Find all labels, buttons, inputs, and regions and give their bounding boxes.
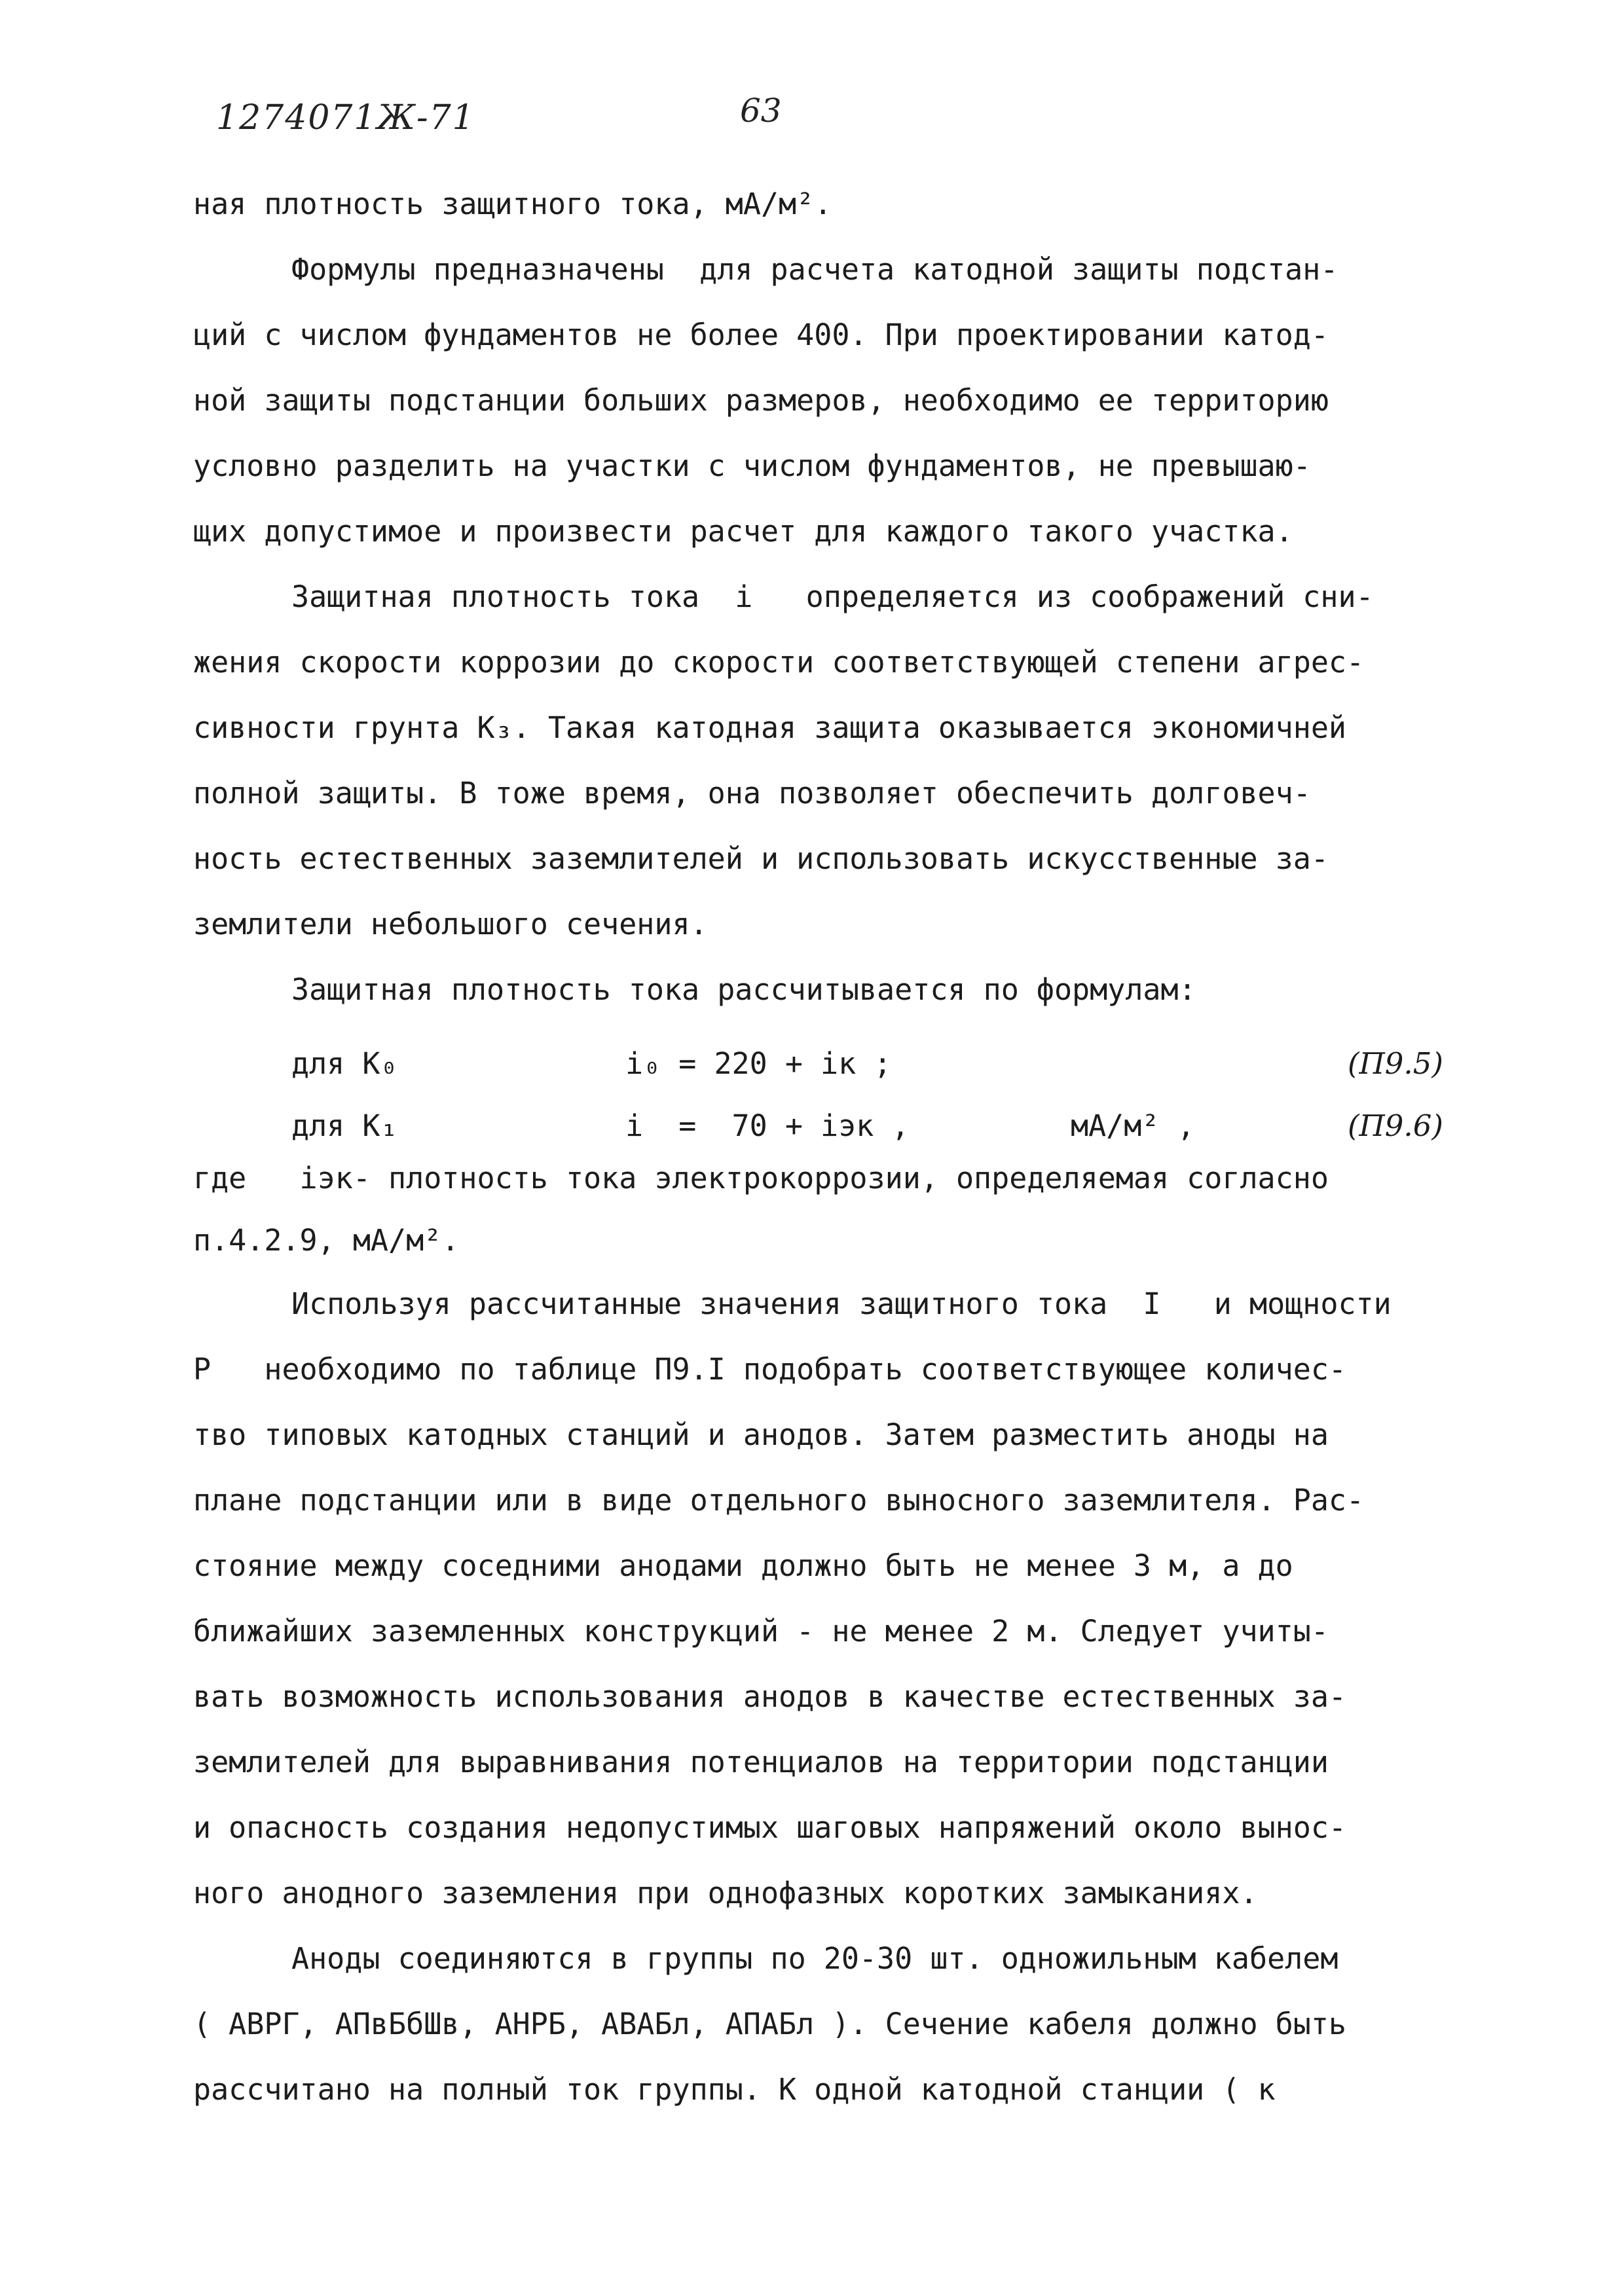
formula-units: мА/м² , [1071, 1108, 1195, 1143]
formula-expression: i₀ = 220 + iк ; [625, 1046, 892, 1081]
formula-expression: i = 70 + iэк , [625, 1108, 910, 1143]
page-number: 63 [740, 92, 782, 130]
formula-label: для К₀ [291, 1046, 398, 1081]
formula-label: для К₁ [291, 1108, 398, 1143]
formula-number: (П9.6) [1348, 1108, 1443, 1143]
document-page: 1274071Ж-71 63 ная плотность защитного тока, мА/м². Формулы предназначены для расчета катодной защиты подстан- ций с числом фундаментов не более 400. При проектировании катод- ной защиты подстанции больших размеров, необходимо ее территорию условно разделить на участки с числом фундаментов, не превышаю- щих допустимое и произвести расчет для каждого такого участка. Защитная плотность тока i определяется из соображений сни- жения скорости коррозии до скорости соответствующей степени агрес- сивности грунта К₃. Такая катодная защита оказывается экономичней полной защиты. В тоже время, она позволяет обеспечить долговеч- ность естественных заземлителей и использовать искусственные за- землители небольшого сечения. Защитная плотность тока рассчитывается по формулам: для К₀ i₀ = 220 + iк ; (П9.5) для К₁ i = 70 + iэк , мА/м² , (П9.6) где iэк- плотность тока электрокоррозии, определяемая согласно п.4.2.9, мА/м². Используя рассчитанные значения защитного тока I и мощности P необходимо по таблице П9.I подобрать соответствующее количес- тво типовых катодных станций и анодов. Затем разместить аноды на плане подстанции или в виде отдельного выносного заземлителя. Рас- стояние между соседними анодами должно быть не менее 3 м, а до ближайших заземленных конструкций - не менее 2 м. Следует учиты- вать возможность использования анодов в качестве естественных за- землителей для выравнивания потенциалов на территории подстанции и опасность создания недопустимых шаговых напряжений около вынос- ного анодного заземления при однофазных коротких замыканиях. Аноды соединяются в группы по 20-30 шт. одножильным кабелем ( АВРГ, АПвБбШв, АНРБ, АВАБл, АПАБл ). Сечение кабеля должно быть рассчитано на полный ток группы. К одной катодной станции ( к [0, 0, 1624, 2296]
formula-number: (П9.5) [1348, 1046, 1443, 1081]
document-code: 1274071Ж-71 [216, 98, 475, 137]
